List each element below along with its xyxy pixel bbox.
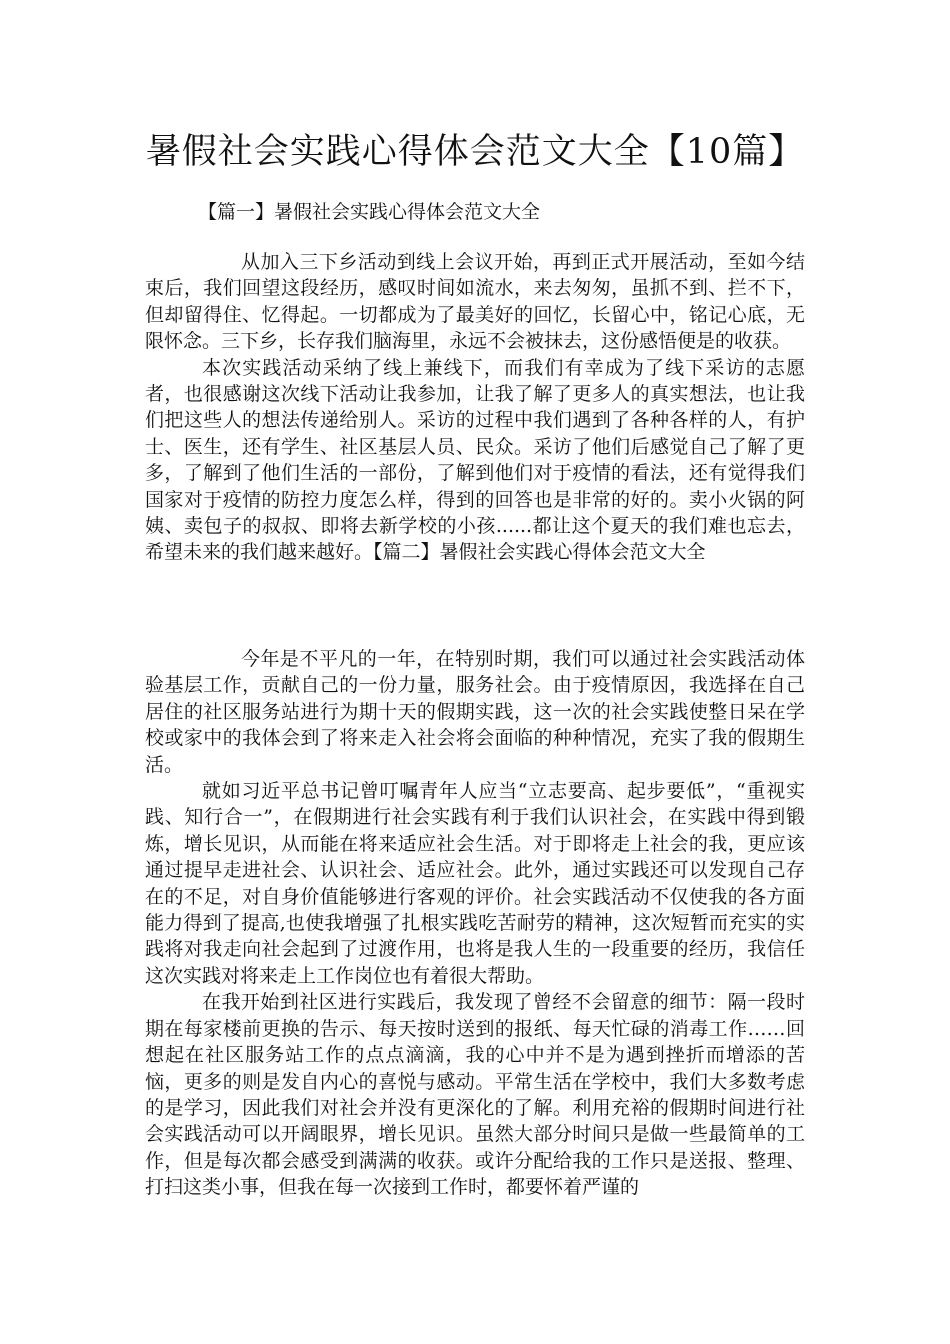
paragraph: 本次实践活动采纳了线上兼线下，而我们有幸成为了线下采访的志愿者，也很感谢这次线下活动让我参加，让我了解了更多人的真实想法，也让我们把这些人的想法传递给别人。采访的过程中我们遇到了各种各样的人，有护士、医生，还有学生、社区基层人员、民众。采访了他们后感觉自己了解了更多，了解到了他们生活的一部份，了解到他们对于疫情的看法，还有觉得我们国家对于疫情的防控力度怎么样，得到的回答也是非常的好的。卖小火锅的阿姨、卖包子的叔叔、即将去新学校的小孩......都让这个夏天的我们难也忘去，希望未来的我们越来越好。【篇二】暑假社会实践心得体会范文大全 [145, 356, 805, 564]
paragraph: 从加入三下乡活动到线上会议开始，再到正式开展活动，至如今结束后，我们回望这段经历，感叹时间如流水，来去匆匆，虽抓不到、拦不下，但却留得住、忆得起。一切都成为了最美好的回忆，长留心中，铭记心底，无限怀念。三下乡，长存我们脑海里，永远不会被抹去，这份感悟便是的收获。 [145, 251, 805, 353]
document-title: 暑假社会实践心得体会范文大全【10篇】 [145, 132, 805, 172]
body-text-part-1 [145, 249, 805, 566]
paragraph: 今年是不平凡的一年，在特别时期，我们可以通过社会实践活动体验基层工作，贡献自己的一份力量，服务社会。由于疫情原因，我选择在自己居住的社区服务站进行为期十天的假期实践，这一次的社会实践使整日呆在学校或家中的我体会到了将来走入社会将会面临的种种情况，充实了我的假期生活。 [145, 648, 805, 776]
body-text-part-2 [145, 646, 805, 1201]
paragraph: 就如习近平总书记曾叮嘱青年人应当“立志要高、起步要低”，“重视实践、知行合一”，在假期进行社会实践有利于我们认识社会，在实践中得到锻炼，增长见识，从而能在将来适应社会生活。对于即将走上社会的我，更应该通过提早走进社会、认识社会、适应社会。此外，通过实践还可以发现自己存在的不足，对自身价值能够进行客观的评价。社会实践活动不仅使我的各方面能力得到了提高,也使我增强了扎根实践吃苦耐劳的精神，这次短暂而充实的实践将对我走向社会起到了过渡作用，也将是我人生的一段重要的经历，我信任这次实践对将来走上工作岗位也有着很大帮助。 [145, 780, 805, 987]
paragraph: 在我开始到社区进行实践后，我发现了曾经不会留意的细节：隔一段时期在每家楼前更换的告示、每天按时送到的报纸、每天忙碌的消毒工作……回想起在社区服务站工作的点点滴滴，我的心中并不是为遇到挫折而增添的苦恼，更多的则是发自内心的喜悦与感动。平常生活在学校中，我们大多数考虑的是学习，因此我们对社会并没有更深化的了解。利用充裕的假期时间进行社会实践活动可以开阔眼界，增长见识。虽然大部分时间只是做一些最简单的工作，但是每次都会感受到满满的收获。或许分配给我的工作只是送报、整理、打扫这类小事，但我在每一次接到工作时，都要怀着严谨的 [145, 991, 805, 1199]
section-heading: 【篇一】暑假社会实践心得体会范文大全 [198, 201, 541, 223]
